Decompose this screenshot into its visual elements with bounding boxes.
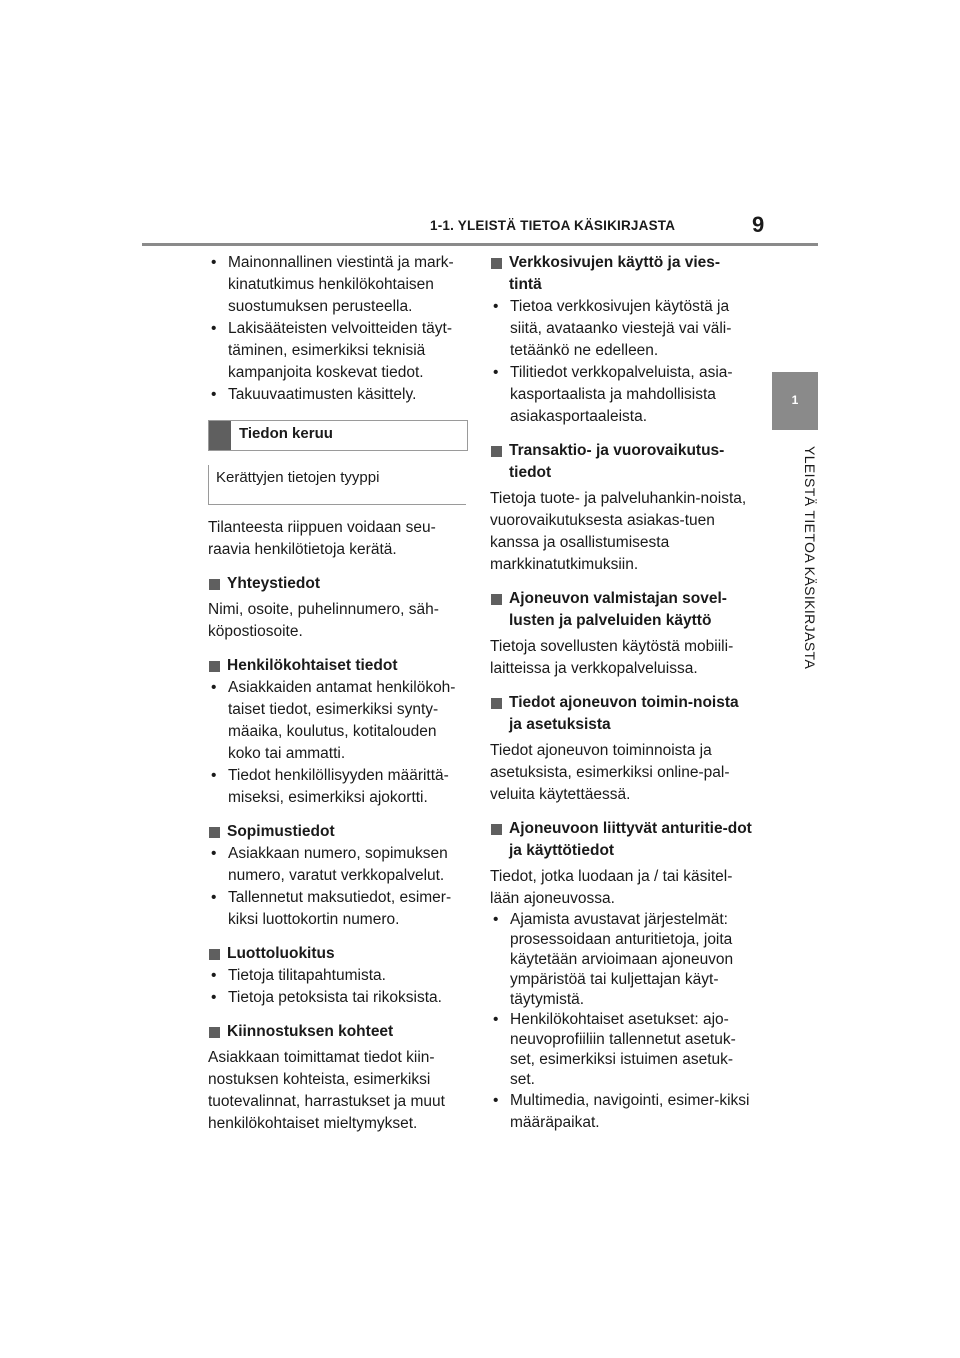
box-title: Tiedon keruu xyxy=(239,425,333,442)
section-heading: Transaktio- ja vuorovaikutus-tiedot xyxy=(490,440,752,484)
list-item: • Asiakkaan numero, sopimuksen numero, varatut verkkopalvelut. xyxy=(208,843,470,887)
list-item: • Asiakkaiden antamat henkilökoh-taiset tiedot, esimerkiksi synty-mäaika, koulutus, kotitalouden koko tai ammatti. xyxy=(208,677,470,765)
box-subtitle: Kerättyjen tietojen tyyppi xyxy=(208,465,466,505)
section-text: Tietoja sovellusten käytöstä mobiili-laitteissa ja verkkopalveluissa. xyxy=(490,638,734,677)
box-intro-text: Tilanteesta riippuen voidaan seu-raavia henkilötietoja kerätä. xyxy=(208,519,436,558)
section-heading: Tiedot ajoneuvon toimin-noista ja asetuksista xyxy=(490,692,752,736)
section-heading: Verkkosivujen käyttö ja vies-tintä xyxy=(490,252,752,296)
section-bullet-list xyxy=(490,910,752,1134)
section-heading: Ajoneuvoon liittyvät anturitie-dot ja käyttötiedot xyxy=(490,818,752,862)
list-item: • Ajamista avustavat järjestelmät: prosessoidaan anturitietoja, joita käytetään arvioimaan ajoneuvon ympäristöä tai kuljettajan käyt-täytymistä. xyxy=(490,910,752,1010)
section-heading: Kiinnostuksen kohteet xyxy=(208,1021,470,1043)
list-item: • Lakisääteisten velvoitteiden täyt-täminen, esimerkiksi teknisiä kampanjoita koskevat tiedot. xyxy=(208,318,470,384)
list-item: • Mainonnallinen viestintä ja mark-kinatutkimus henkilökohtaisen suostumuksen perusteella. xyxy=(208,252,470,318)
list-item: • Tiedot henkilöllisyyden määrittä-miseksi, esimerkiksi ajokortti. xyxy=(208,765,470,809)
section-text: Tietoja tuote- ja palveluhankin-noista, vuorovaikutuksesta asiakas-tuen kanssa ja osallistumisesta markkinatutkimuksiin. xyxy=(490,490,747,573)
list-item: • Multimedia, navigointi, esimer-kiksi määräpaikat. xyxy=(490,1090,752,1134)
right-column xyxy=(490,252,752,1134)
section-bullet-list xyxy=(208,965,470,1009)
section-text: Tiedot ajoneuvon toiminnoista ja asetuksista, esimerkiksi online-pal-veluita käytettäessä. xyxy=(490,742,730,803)
section-text: Asiakkaan toimittamat tiedot kiin-nostuksen kohteista, esimerkiksi tuotevalinnat, harrastukset ja muut henkilökohtaiset mieltymykset. xyxy=(208,1049,445,1132)
section-text: Tiedot, jotka luodaan ja / tai käsitel-lään ajoneuvossa. xyxy=(490,868,733,907)
chapter-tab-number: 1 xyxy=(772,372,818,428)
section-heading: Ajoneuvon valmistajan sovel-lusten ja palveluiden käyttö xyxy=(490,588,752,632)
list-item: • Tallennetut maksutiedot, esimer-kiksi luottokortin numero. xyxy=(208,887,470,931)
intro-bullet-list xyxy=(208,252,470,406)
section-heading: Yhteystiedot xyxy=(208,573,470,595)
section-bullet-list xyxy=(208,677,470,809)
box-marker xyxy=(209,421,231,450)
chapter-tab-rule xyxy=(772,428,818,430)
chapter-side-title: YLEISTÄ TIETOA KÄSIKIRJASTA xyxy=(802,446,818,670)
section-heading: Luottoluokitus xyxy=(208,943,470,965)
list-item: • Henkilökohtaiset asetukset: ajo-neuvoprofiiliin tallennetut asetuk-set, esimerkiksi istuimen asetuk-set. xyxy=(490,1010,752,1090)
section-bullet-list xyxy=(208,843,470,931)
section-bullet-list xyxy=(490,296,752,428)
header-rule xyxy=(142,243,818,246)
list-item: • Tilitiedot verkkopalveluista, asia-kasportaalista ja mahdollisista asiakasportaaleista. xyxy=(490,362,752,428)
section-heading: Sopimustiedot xyxy=(208,821,470,843)
section-heading: Henkilökohtaiset tiedot xyxy=(208,655,470,677)
list-item: • Tietoja petoksista tai rikoksista. xyxy=(208,987,470,1009)
page-number: 9 xyxy=(752,212,765,237)
list-item: • Takuuvaatimusten käsittely. xyxy=(208,384,470,406)
left-column xyxy=(208,252,470,1135)
list-item: • Tietoa verkkosivujen käytöstä ja siitä, avataanko viestejä vai väli-tetäänkö ne edelleen. xyxy=(490,296,752,362)
list-item: • Tietoja tilitapahtumista. xyxy=(208,965,470,987)
data-collection-box xyxy=(208,420,468,451)
section-title: 1-1. YLEISTÄ TIETOA KÄSIKIRJASTA xyxy=(430,218,676,233)
section-text: Nimi, osoite, puhelinnumero, säh-köpostiosoite. xyxy=(208,601,439,640)
